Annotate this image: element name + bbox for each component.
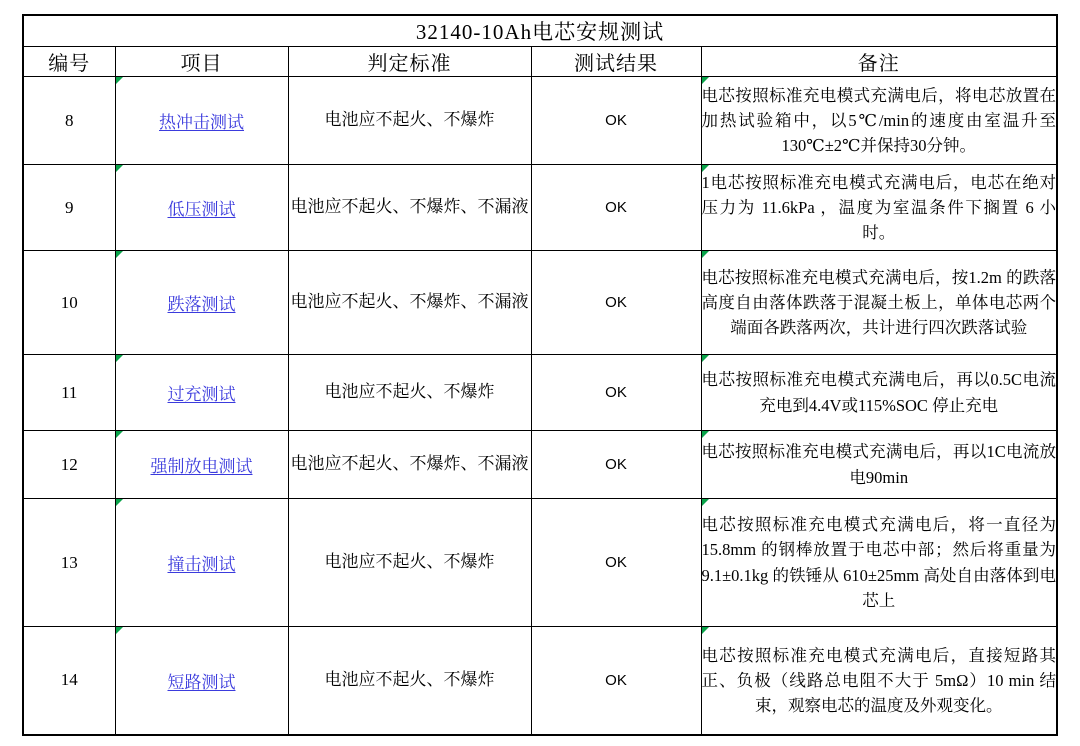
row-no: 14	[23, 627, 115, 735]
column-header-no: 编号	[23, 47, 115, 77]
row-note: 电芯按照标准充电模式充满电后，按1.2m 的跌落高度自由落体跌落于混凝土板上，单体电芯两个端面各跌落两次，共计进行四次跌落试验	[701, 251, 1057, 355]
row-item[interactable]	[115, 77, 288, 165]
row-result: OK	[531, 499, 701, 627]
row-note: 1电芯按照标准充电模式充满电后，电芯在绝对压力为 11.6kPa ，温度为室温条件下搁置 6 小时。	[701, 165, 1057, 251]
row-standard: 电池应不起火、不爆炸	[288, 499, 531, 627]
row-result: OK	[531, 355, 701, 431]
row-note: 电芯按照标准充电模式充满电后，将一直径为 15.8mm 的钢棒放置于电芯中部；然后将重量为 9.1±0.1kg 的铁锤从 610±25mm 高处自由落体到电芯上	[701, 499, 1057, 627]
row-item[interactable]	[115, 165, 288, 251]
row-item[interactable]	[115, 627, 288, 735]
column-header-item: 项目	[115, 47, 288, 77]
row-item[interactable]	[115, 251, 288, 355]
row-no: 10	[23, 251, 115, 355]
row-no: 8	[23, 77, 115, 165]
row-result: OK	[531, 627, 701, 735]
column-header-standard: 判定标准	[288, 47, 531, 77]
row-item-link[interactable]: 过充测试	[167, 385, 236, 404]
row-item-link[interactable]: 撞击测试	[167, 555, 236, 574]
column-header-note: 备注	[701, 47, 1057, 77]
row-no: 12	[23, 431, 115, 499]
row-result: OK	[531, 431, 701, 499]
table-row	[23, 251, 1057, 355]
safety-test-table	[22, 14, 1058, 736]
row-standard: 电池应不起火、不爆炸、不漏液	[288, 165, 531, 251]
row-note: 电芯按照标准充电模式充满电后，直接短路其正、负极（线路总电阻不大于 5mΩ）10 min 结束，观察电芯的温度及外观变化。	[701, 627, 1057, 735]
table-row	[23, 77, 1057, 165]
row-result: OK	[531, 251, 701, 355]
page-title: 32140-10Ah电芯安规测试	[23, 15, 1057, 47]
row-result: OK	[531, 77, 701, 165]
row-standard: 电池应不起火、不爆炸、不漏液	[288, 251, 531, 355]
row-note: 电芯按照标准充电模式充满电后，再以1C电流放电90min	[701, 431, 1057, 499]
row-item-link[interactable]: 热冲击测试	[159, 113, 244, 132]
table-header-row	[23, 47, 1057, 77]
row-no: 9	[23, 165, 115, 251]
row-item-link[interactable]: 低压测试	[167, 200, 236, 219]
table-row	[23, 355, 1057, 431]
table-row	[23, 165, 1057, 251]
row-result: OK	[531, 165, 701, 251]
row-standard: 电池应不起火、不爆炸、不漏液	[288, 431, 531, 499]
row-no: 11	[23, 355, 115, 431]
table-title-row	[23, 15, 1057, 47]
table-row	[23, 627, 1057, 735]
row-note: 电芯按照标准充电模式充满电后，将电芯放置在加热试验箱中，以5℃/min的速度由室温升至130℃±2℃并保持30分钟。	[701, 77, 1057, 165]
row-item[interactable]	[115, 499, 288, 627]
row-item-link[interactable]: 强制放电测试	[150, 457, 253, 476]
row-standard: 电池应不起火、不爆炸	[288, 627, 531, 735]
row-item-link[interactable]: 跌落测试	[167, 295, 236, 314]
row-item[interactable]	[115, 431, 288, 499]
row-note: 电芯按照标准充电模式充满电后，再以0.5C电流充电到4.4V或115%SOC 停止充电	[701, 355, 1057, 431]
column-header-result: 测试结果	[531, 47, 701, 77]
row-item[interactable]	[115, 355, 288, 431]
table-row	[23, 499, 1057, 627]
row-item-link[interactable]: 短路测试	[167, 672, 236, 692]
row-no: 13	[23, 499, 115, 627]
table-row	[23, 431, 1057, 499]
row-standard: 电池应不起火、不爆炸	[288, 77, 531, 165]
row-standard: 电池应不起火、不爆炸	[288, 355, 531, 431]
